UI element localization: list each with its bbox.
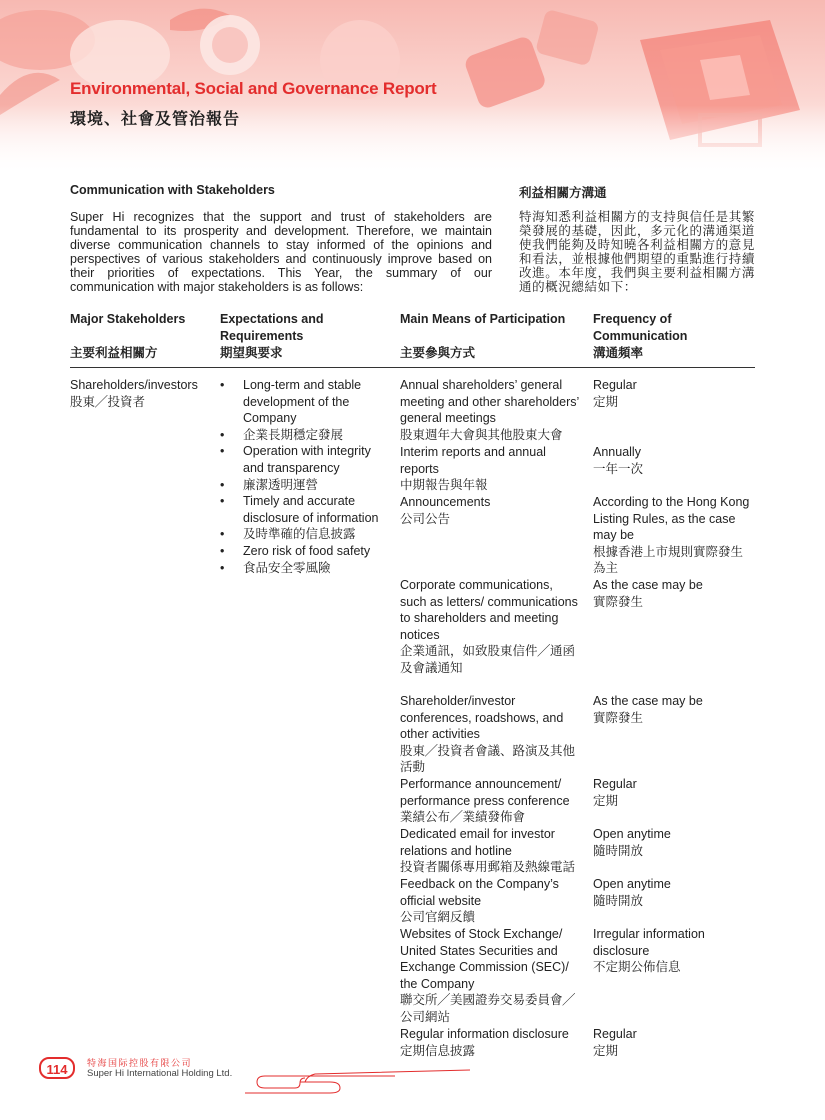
means-row — [400, 776, 585, 826]
company-name-en: Super Hi International Holding Ltd. — [87, 1068, 233, 1079]
page-number: 114 — [39, 1057, 75, 1079]
frequency-en: Regular — [593, 1027, 637, 1041]
column-header-zh: 溝通頻率 — [593, 346, 644, 360]
means-zh: 業績公布╱業績發佈會 — [400, 810, 526, 825]
frequency-zh: 隨時開放 — [593, 843, 644, 858]
frequency-zh: 根據香港上市規則實際發生為主 — [593, 544, 744, 576]
frequency-en: Open anytime — [593, 827, 671, 841]
frequency-en: Regular — [593, 777, 637, 791]
means-zh: 聯交所╱美國證券交易委員會╱公司網站 — [400, 993, 576, 1024]
column-header-en: Expectations and Requirements — [220, 312, 324, 343]
frequency-en: Irregular information disclosure — [593, 927, 705, 958]
expectation-item: • 食品安全零風險 — [220, 560, 385, 577]
column-header-expectations — [220, 311, 370, 362]
report-title-zh: 環境、社會及管治報告 — [70, 111, 241, 128]
header-divider — [70, 367, 755, 368]
means-row — [400, 494, 570, 527]
frequency-row — [593, 444, 755, 477]
means-en: Performance announcement/ performance press conference — [400, 777, 570, 808]
means-en: Shareholder/investor conferences, roadshows, and other activities — [400, 694, 564, 742]
frequency-zh: 定期 — [593, 394, 619, 409]
expectation-item: • Zero risk of food safety — [220, 543, 385, 560]
means-zh: 中期報告與年報 — [400, 478, 488, 493]
means-en: Announcements — [400, 495, 491, 509]
means-zh: 定期信息披露 — [400, 1043, 476, 1058]
means-en: Interim reports and annual reports — [400, 445, 546, 476]
means-row — [400, 1026, 590, 1059]
frequency-zh: 隨時開放 — [593, 893, 644, 908]
means-en: Feedback on the Company’s official website — [400, 877, 559, 908]
column-header-zh: 期望與要求 — [220, 346, 283, 360]
expectation-item: • Timely and accurate disclosure of information — [220, 493, 385, 526]
column-header-frequency — [593, 311, 728, 362]
frequency-en: Annually — [593, 445, 641, 459]
frequency-zh: 實際發生 — [593, 594, 644, 609]
frequency-row — [593, 776, 755, 809]
frequency-row — [593, 577, 755, 610]
means-row — [400, 876, 578, 926]
frequency-en: As the case may be — [593, 578, 703, 592]
means-zh: 投資者關係專用郵箱及熱線電話 — [400, 860, 576, 875]
means-row — [400, 693, 578, 776]
intro-paragraph-en: Super Hi recognizes that the support and trust of stakeholders are fundamental to its prosperity and development. Therefore, we maintain diverse communication channels to stay informed of the opinions and perspectives of various stakeholders and continuously improve based on their priorities of expectations. This Year, the summary of our communication with major stakeholders is as follows: — [70, 210, 492, 295]
report-title-en: Environmental, Social and Governance Report — [70, 79, 437, 98]
means-zh: 股東╱投資者會議、路演及其他活動 — [400, 743, 576, 775]
means-row — [400, 577, 578, 677]
frequency-row — [593, 377, 755, 410]
means-zh: 公司公告 — [400, 511, 451, 526]
expectations-list — [220, 377, 385, 576]
frequency-zh: 實際發生 — [593, 710, 644, 725]
frequency-row — [593, 826, 755, 859]
frequency-row — [593, 494, 755, 577]
means-row — [400, 826, 590, 876]
means-zh: 企業通訊，如致股東信件╱通函及會議通知 — [400, 644, 576, 675]
frequency-row — [593, 876, 755, 909]
means-en: Corporate communications, such as letters/ communications to shareholders and meeting notices — [400, 578, 578, 642]
expectation-item: • 企業長期穩定發展 — [220, 427, 385, 444]
section-heading-zh: 利益相關方溝通 — [519, 186, 607, 200]
expectation-item: • Operation with integrity and transparency — [220, 443, 385, 476]
means-row — [400, 444, 570, 494]
stakeholder-name-en: Shareholders/investors — [70, 378, 198, 392]
expectation-item: • 及時準確的信息披露 — [220, 526, 385, 543]
frequency-row — [593, 926, 723, 976]
column-header-zh: 主要利益相關方 — [70, 346, 158, 360]
column-header-en: Major Stakeholders — [70, 312, 186, 326]
means-row — [400, 926, 580, 1026]
expectation-item: • Long-term and stable development of the Company — [220, 377, 385, 427]
frequency-zh: 一年一次 — [593, 461, 644, 476]
means-en: Regular information disclosure — [400, 1027, 569, 1041]
means-zh: 公司官網反饋 — [400, 910, 476, 925]
means-zh: 股東週年大會與其他股東大會 — [400, 427, 563, 442]
frequency-row — [593, 693, 755, 726]
means-en: Annual shareholders’ general meeting and other shareholders’ general meetings — [400, 378, 579, 426]
column-header-stakeholders — [70, 311, 215, 362]
frequency-en: Open anytime — [593, 877, 671, 891]
stakeholder-name-zh: 股東╱投資者 — [70, 394, 146, 409]
column-header-en: Main Means of Participation — [400, 312, 566, 326]
frequency-en: As the case may be — [593, 694, 703, 708]
frequency-row — [593, 1026, 755, 1059]
footer-cloud-ornament — [245, 1062, 475, 1097]
intro-paragraph-zh: 特海知悉利益相關方的支持與信任是其繁榮發展的基礎，因此，多元化的溝通渠道使我們能夠及時知曉各利益相關方的意見和看法，並根據他們期望的重點進行持續改進。本年度，我們與主要利益相關方溝通的概況總結如下： — [519, 210, 755, 295]
expectation-item: • 廉潔透明運營 — [220, 477, 385, 494]
frequency-en: According to the Hong Kong Listing Rules, as the case may be — [593, 495, 750, 543]
means-en: Dedicated email for investor relations and hotline — [400, 827, 555, 858]
column-header-zh: 主要參與方式 — [400, 346, 476, 360]
means-en: Websites of Stock Exchange/ United States Securities and Exchange Commission (SEC)/ the Company — [400, 927, 569, 991]
expectations-cell — [220, 377, 385, 576]
section-heading-en: Communication with Stakeholders — [70, 183, 275, 197]
frequency-zh: 定期 — [593, 1043, 619, 1058]
column-header-en: Frequency of Communication — [593, 312, 688, 343]
stakeholder-cell — [70, 377, 220, 410]
frequency-zh: 定期 — [593, 793, 619, 808]
company-name-zh: 特海国际控股有限公司 — [87, 1058, 193, 1068]
means-row — [400, 377, 588, 443]
frequency-zh: 不定期公佈信息 — [593, 960, 681, 975]
frequency-en: Regular — [593, 378, 637, 392]
column-header-means — [400, 311, 585, 362]
